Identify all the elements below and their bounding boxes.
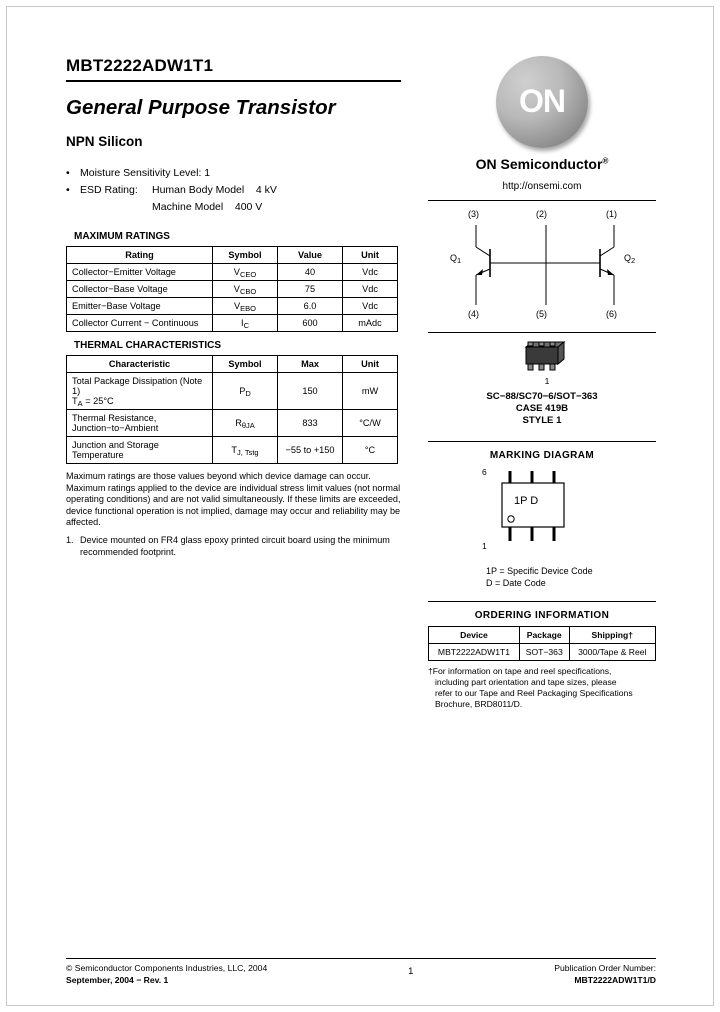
pin-label-4: (4) — [468, 309, 479, 319]
column-header-value: Value — [278, 247, 343, 264]
symbol-sub: J, Tstg — [237, 448, 259, 457]
ordering-footnote-line3: refer to our Tape and Reel Packaging Specifications — [435, 688, 633, 698]
pin-label-1: (1) — [606, 209, 617, 219]
bullet-label: ESD Rating: — [80, 184, 138, 196]
page-title: General Purpose Transistor — [66, 96, 336, 119]
bullet-label: Moisture Sensitivity Level: 1 — [80, 167, 211, 179]
bullet-value: Human Body Model 4 kV — [152, 184, 277, 196]
table-row — [67, 315, 398, 332]
column-header-device: Device — [429, 627, 520, 644]
cell-symbol — [213, 281, 278, 298]
symbol-base: V — [233, 284, 240, 294]
list-item — [80, 199, 406, 215]
thermal-characteristics-table — [66, 355, 398, 464]
brand-name — [428, 156, 656, 172]
cell-characteristic — [67, 373, 213, 410]
cell-characteristic — [67, 410, 213, 437]
footnote-text: Device mounted on FR4 glass epoxy printed circuit board using the minimum recommended footprint. — [80, 534, 390, 557]
column-header-characteristic: Characteristic — [67, 356, 213, 373]
column-header-symbol: Symbol — [213, 247, 278, 264]
cell-rating: Collector−Emitter Voltage — [67, 264, 213, 281]
cell-symbol — [213, 373, 278, 410]
bullet-icon: • — [66, 167, 70, 179]
column-header-rating: Rating — [67, 247, 213, 264]
cell-unit: °C/W — [343, 410, 398, 437]
characteristic-line2: Junction−to−Ambient — [72, 423, 159, 433]
cell-max: 150 — [278, 373, 343, 410]
symbol-sub: EBO — [240, 304, 256, 313]
title-rule — [66, 80, 401, 82]
table-row — [67, 373, 398, 410]
marking-diagram-title: MARKING DIAGRAM — [489, 450, 595, 461]
cell-unit: Vdc — [343, 298, 398, 315]
symbol-sub: θJA — [241, 421, 255, 430]
cell-device: MBT2222ADW1T1 — [429, 644, 520, 661]
ordering-footnote-line2: including part orientation and tape sizes, please — [435, 677, 617, 687]
ordering-information-title: ORDERING INFORMATION — [474, 610, 610, 621]
bullet-value: Machine Model 400 V — [152, 201, 263, 213]
marking-code: 1P D — [514, 495, 539, 507]
footnote-number: 1. — [66, 534, 74, 545]
marking-legend-line2: D = Date Code — [486, 578, 546, 588]
footer-date-rev: September, 2004 − Rev. 1 — [66, 975, 169, 985]
thermal-characteristics-heading: THERMAL CHARACTERISTICS — [74, 340, 222, 351]
table-header-row — [67, 356, 398, 373]
ordering-footnote-line4: Brochure, BRD8011/D. — [435, 699, 523, 709]
divider — [428, 200, 656, 201]
column-header-unit: Unit — [343, 247, 398, 264]
q1-base: Q — [450, 253, 458, 263]
column-header-symbol: Symbol — [213, 356, 278, 373]
marking-legend-line1: 1P = Specific Device Code — [486, 566, 593, 576]
package-caption-line3: STYLE 1 — [522, 415, 562, 426]
column-header-package: Package — [519, 627, 569, 644]
cell-max: −55 to +150 — [278, 437, 343, 464]
marking-diagram — [428, 465, 656, 561]
q2-base: Q — [624, 253, 632, 263]
package-caption-line1: SC−88/SC70−6/SOT−363 — [486, 391, 598, 402]
cell-rating: Collector Current − Continuous — [67, 315, 213, 332]
symbol-base: P — [239, 386, 246, 396]
footer-content — [66, 962, 656, 986]
cell-symbol — [213, 437, 278, 464]
cell-symbol — [213, 298, 278, 315]
characteristic-line1: Thermal Resistance, — [72, 413, 157, 423]
cell-symbol — [213, 315, 278, 332]
symbol-base: V — [234, 301, 241, 311]
table-row — [429, 644, 656, 661]
table-row — [67, 410, 398, 437]
divider — [428, 601, 656, 602]
characteristic-line2: T — [72, 396, 78, 406]
column-header-shipping: Shipping† — [569, 627, 655, 644]
table-row — [67, 298, 398, 315]
symbol-sub: C — [243, 321, 249, 330]
footer-pub-value: MBT2222ADW1T1/D — [574, 975, 656, 985]
table-header-row — [429, 627, 656, 644]
ordering-footnote-line1: †For information on tape and reel specifications, — [428, 666, 612, 676]
table-row — [67, 437, 398, 464]
table-header-row — [67, 247, 398, 264]
table-row — [67, 264, 398, 281]
package-pin1-marker: 1 — [544, 376, 550, 386]
characteristic-line2-sub: A — [77, 399, 83, 408]
symbol-sub: D — [245, 389, 251, 398]
marking-svg — [490, 465, 610, 557]
bullet-indent — [80, 199, 152, 215]
cell-unit: mAdc — [343, 315, 398, 332]
package-caption — [428, 391, 656, 427]
on-logo-text: ON — [519, 82, 565, 119]
symbol-base: V — [233, 267, 240, 277]
divider — [428, 332, 656, 333]
cell-value: 40 — [278, 264, 343, 281]
page-subtitle: NPN Silicon — [66, 134, 143, 149]
cell-unit: Vdc — [343, 264, 398, 281]
symbol-sub: CBO — [239, 287, 257, 296]
cell-package: SOT−363 — [519, 644, 569, 661]
column-header-unit: Unit — [343, 356, 398, 373]
symbol-base: I — [241, 318, 244, 328]
schematic-svg — [428, 209, 656, 324]
left-column — [66, 56, 406, 558]
symbol-sub: CEO — [239, 270, 257, 279]
ordering-information-table — [428, 626, 656, 661]
cell-unit: °C — [343, 437, 398, 464]
pin-label-3: (3) — [468, 209, 479, 219]
ordering-footnote — [428, 666, 656, 710]
pin-label-5: (5) — [536, 309, 547, 319]
brand-trademark: ® — [602, 156, 609, 166]
q1-sub: 1 — [457, 256, 462, 265]
brand-url[interactable]: http://onsemi.com — [502, 181, 582, 192]
footer-left — [66, 962, 267, 986]
cell-rating: Collector−Base Voltage — [67, 281, 213, 298]
cell-symbol — [213, 410, 278, 437]
maximum-ratings-heading: MAXIMUM RATINGS — [74, 231, 170, 242]
cell-value: 75 — [278, 281, 343, 298]
cell-unit: mW — [343, 373, 398, 410]
pin-label-2: (2) — [536, 209, 547, 219]
cell-rating: Emitter−Base Voltage — [67, 298, 213, 315]
footer-page-number: 1 — [408, 966, 414, 977]
feature-bullets — [66, 165, 406, 215]
cell-value: 6.0 — [278, 298, 343, 315]
cell-max: 833 — [278, 410, 343, 437]
on-logo-icon — [496, 56, 588, 148]
list-item — [66, 165, 406, 181]
package-svg — [514, 341, 570, 375]
brand-name-text: ON Semiconductor — [475, 156, 603, 172]
characteristic-line1: Total Package Dissipation (Note 1) — [72, 376, 203, 396]
characteristic-line2-rest: = 25°C — [82, 396, 114, 406]
symbol-base: T — [231, 445, 238, 455]
ratings-note-paragraph: Maximum ratings are those values beyond which device damage can occur. Maximum ratings applied to the device are individual stress limit values (not normal operating conditions) and are not valid simultaneously. If these limits are exceeded, device functional operation is not implied, damage may occur and reliability may be affected. — [66, 471, 401, 528]
divider — [428, 441, 656, 442]
right-column — [428, 56, 656, 710]
package-image — [428, 341, 656, 385]
cell-characteristic: Junction and Storage Temperature — [67, 437, 213, 464]
cell-unit: Vdc — [343, 281, 398, 298]
footer-pub-label: Publication Order Number: — [554, 963, 656, 973]
pin-label-6: (6) — [606, 309, 617, 319]
bullet-icon: • — [66, 184, 70, 196]
table-row — [67, 281, 398, 298]
cell-value: 600 — [278, 315, 343, 332]
page-footer — [66, 958, 656, 986]
marking-pin6-label: 6 — [482, 467, 487, 477]
footnote-1 — [66, 535, 406, 558]
symbol-base: R — [235, 418, 242, 428]
marking-legend — [486, 565, 656, 589]
list-item — [66, 182, 406, 198]
part-number: MBT2222ADW1T1 — [66, 56, 214, 75]
package-caption-line2: CASE 419B — [515, 403, 569, 414]
cell-symbol — [213, 264, 278, 281]
q2-sub: 2 — [631, 256, 636, 265]
brand-logo-block — [428, 56, 656, 192]
footer-rule — [66, 958, 656, 959]
maximum-ratings-table — [66, 246, 398, 332]
cell-shipping: 3000/Tape & Reel — [569, 644, 655, 661]
footer-right — [554, 962, 656, 986]
column-header-max: Max — [278, 356, 343, 373]
footer-copyright: © Semiconductor Components Industries, LLC, 2004 — [66, 963, 268, 973]
marking-pin1-label: 1 — [482, 541, 487, 551]
schematic-diagram — [428, 209, 656, 324]
